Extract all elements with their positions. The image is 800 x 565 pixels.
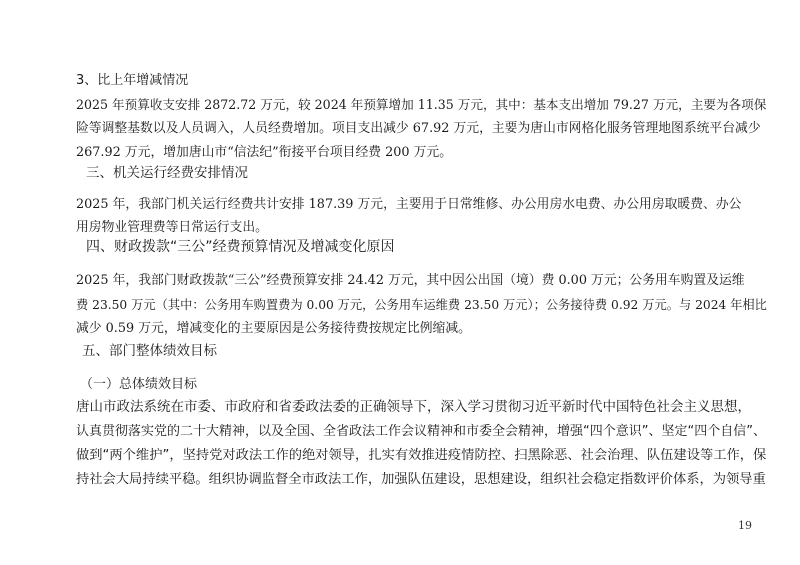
paragraph-line: 认真贯彻落实党的二十大精神，以及全国、全省政法工作会议精神和市委全会精神，增强“四个意识”、坚定“四个自信”、: [76, 424, 766, 439]
section-heading: 四、财政拨款“三公”经费预算情况及增减变化原因: [86, 239, 395, 255]
paragraph-line: 减少 0.59 万元，增减变化的主要原因是公务接待费按规定比例缩减。: [76, 321, 471, 336]
page-number: 19: [738, 519, 752, 532]
paragraph-line: 持社会大局持续平稳。组织协调监督全市政法工作，加强队伍建设，思想建设，组织社会稳定指数评价体系，为领导重: [76, 472, 766, 487]
paragraph-line: 2025 年，我部门财政拨款“三公”经费预算安排 24.42 万元，其中因公出国（境）费 0.00 万元；公务用车购置及运维: [76, 273, 745, 288]
paragraph-line: 唐山市政法系统在市委、市政府和省委政法委的正确领导下，深入学习贯彻习近平新时代中国特色社会主义思想，: [76, 399, 751, 415]
paragraph-line: 267.92 万元，增加唐山市“信法纪”衔接平台项目经费 200 万元。: [76, 145, 453, 160]
paragraph-line: 2025 年，我部门机关运行经费共计安排 187.39 万元，主要用于日常维修、办公用房水电费、办公用房取暖费、办公: [76, 197, 742, 212]
subsection-heading: （一）总体绩效目标: [80, 377, 198, 392]
paragraph-line: 做到“两个维护”，坚持党对政法工作的绝对领导，扎实有效推进疫情防控、扫黑除恶、社会治理、队伍建设等工作，保: [76, 448, 767, 463]
section-heading: 五、部门整体绩效目标: [82, 343, 217, 359]
paragraph-line: 2025 年预算收支安排 2872.72 万元，较 2024 年预算增加 11.35 万元，其中：基本支出增加 79.27 万元，主要为各项保: [76, 97, 767, 112]
paragraph-line: 险等调整基数以及人员调入，人员经费增加。项目支出减少 67.92 万元，主要为唐山市网格化服务管理地图系统平台减少: [76, 121, 761, 136]
section-heading: 3、比上年增减情况: [76, 73, 189, 88]
paragraph-line: 费 23.50 万元（其中：公务用车购置费为 0.00 万元，公务用车运维费 23.50 万元）；公务接待费 0.92 万元。与 2024 年相比: [76, 298, 767, 312]
section-heading: 三、机关运行经费安排情况: [86, 165, 248, 181]
paragraph-line: 用房物业管理费等日常运行支出。: [76, 220, 268, 235]
